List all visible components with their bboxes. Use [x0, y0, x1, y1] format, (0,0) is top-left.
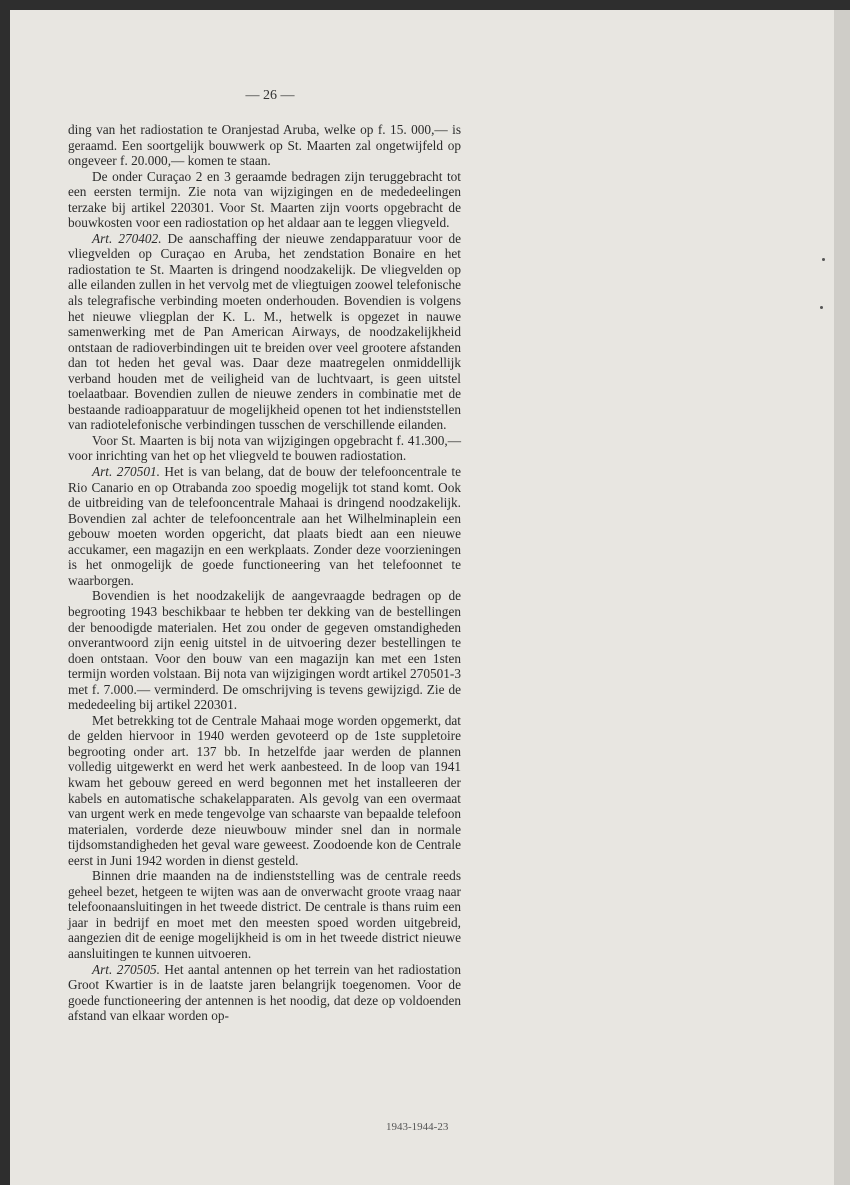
paragraph: Binnen drie maanden na de indienststelling was de centrale reeds geheel bezet, hetgeen te wijten was aan de onverwacht groote vraag naar telefoonaansluitingen in het tweede district. De centrale is thans ruim een jaar in bedrijf en moet met den meesten spoed worden uitgebreid, aangezien dit de eenige mogelijkheid is om in het tweede district nieuwe aansluitingen te kunnen uitvoeren.	[68, 868, 461, 961]
paragraph: Art. 270501. Het is van belang, dat de bouw der telefooncentrale te Rio Canario en op Otrabanda zoo spoedig mogelijk tot stand komt. Ook de uitbreiding van de telefooncentrale Mahaai is dringend noodzakelijk. Bovendien zal achter de telefooncentrale aan het Wilhelminaplein een gebouw moeten worden opgericht, dat plaats biedt aan een nieuwe accukamer, een magazijn en een werkplaats. Zonder deze voorzieningen is het onmogelijk de goede functioneering van het telefoonnet te waarborgen.	[68, 464, 461, 588]
paragraph: De onder Curaçao 2 en 3 geraamde bedragen zijn teruggebracht tot een eersten termijn. Zie nota van wijzigingen en de mededeelingen terzake bij artikel 220301. Voor St. Maarten zijn voorts opgebracht de bouwkosten voor een radiostation op het aldaar aan te leggen vliegveld.	[68, 168, 461, 231]
handwritten-page-note: 1943-1944-23	[386, 1121, 449, 1133]
speck-mark	[820, 306, 823, 309]
document-body	[68, 122, 461, 1024]
paragraph: Art. 270505. Het aantal antennen op het terrein van het radiostation Groot Kwartier is in de laatste jaren belangrijk toegenomen. Voor de goede functioneering der antennen is het noodig, dat deze op voldoenden afstand van elkaar worden op-	[68, 961, 461, 1024]
article-reference: Art. 270402.	[92, 230, 162, 246]
speck-mark	[822, 258, 825, 261]
paragraph: Bovendien is het noodzakelijk de aangevraagde bedragen op de begrooting 1943 beschikbaar te hebben ter dekking van de bestellingen der benoodigde materialen. Het zou onder de gegeven omstandigheden onverantwoord zijn eenig uitstel in de uitvoering dezer bestellingen te doen ontstaan. Voor den bouw van een magazijn kan met een 1sten termijn worden volstaan. Bij nota van wijzigingen wordt artikel 270501-3 met f. 7.000.— verminderd. De omschrijving is tevens gewijzigd. Zie de mededeeling bij artikel 220301.	[68, 588, 461, 713]
page-edge	[834, 10, 850, 1185]
paragraph: Art. 270402. De aanschaffing der nieuwe zendapparatuur voor de vliegvelden op Curaçao en Aruba, het zendstation Bonaire en het radiostation te St. Maarten is dringend noodzakelijk. De vliegvelden op alle eilanden zullen in het vervolg met de vliegtuigen zoowel telefonische als telegrafische verbinding moeten onderhouden. Bovendien is volgens het nieuwe vliegplan der K. L. M., hetwelk is opgezet in nauwe samenwerking met de Pan American Airways, de noodzakelijkheid ontstaan de radioverbindingen uit te breiden over veel grootere afstanden dan tot heden het geval was. Daar deze maatregelen onmiddellijk verband houden met de veiligheid van de luchtvaart, is geen uitstel toelaatbaar. Bovendien zullen de nieuwe zenders in combinatie met de bestaande radioapparatuur de mogelijkheid openen tot het indienststellen van radiotelefonische verbindingen tusschen de verschillende eilanden.	[68, 230, 461, 433]
paragraph: Voor St. Maarten is bij nota van wijzigingen opgebracht f. 41.300,— voor inrichting van het op het vliegveld te bouwen radiostation.	[68, 432, 461, 464]
paragraph: ding van het radiostation te Oranjestad Aruba, welke op f. 15. 000,— is geraamd. Een soortgelijk bouwwerk op St. Maarten zal ongetwijfeld op ongeveer f. 20.000,— komen te staan.	[68, 122, 461, 169]
article-reference: Art. 270501.	[92, 464, 160, 480]
paragraph: Met betrekking tot de Centrale Mahaai moge worden opgemerkt, dat de gelden hiervoor in 1940 werden gevoteerd op de 1ste suppletoire begrooting onder art. 137 bb. In hetzelfde jaar werden de plannen volledig uitgewerkt en werd het werk aanbesteed. In de loop van 1941 kwam het gebouw gereed en werd begonnen met het installeeren der kabels en automatische schakelapparaten. Als gevolg van een overmaat van urgent werk en mede tengevolge van schaarste van bepaalde telefoon materialen, vorderde deze nieuwbouw minder snel dan in normale tijdsomstandigheden het geval ware geweest. Zoodoende kon de Centrale eerst in Juni 1942 worden in dienst gesteld.	[68, 712, 461, 868]
page-number: — 26 —	[245, 88, 295, 103]
article-reference: Art. 270505.	[92, 961, 160, 977]
